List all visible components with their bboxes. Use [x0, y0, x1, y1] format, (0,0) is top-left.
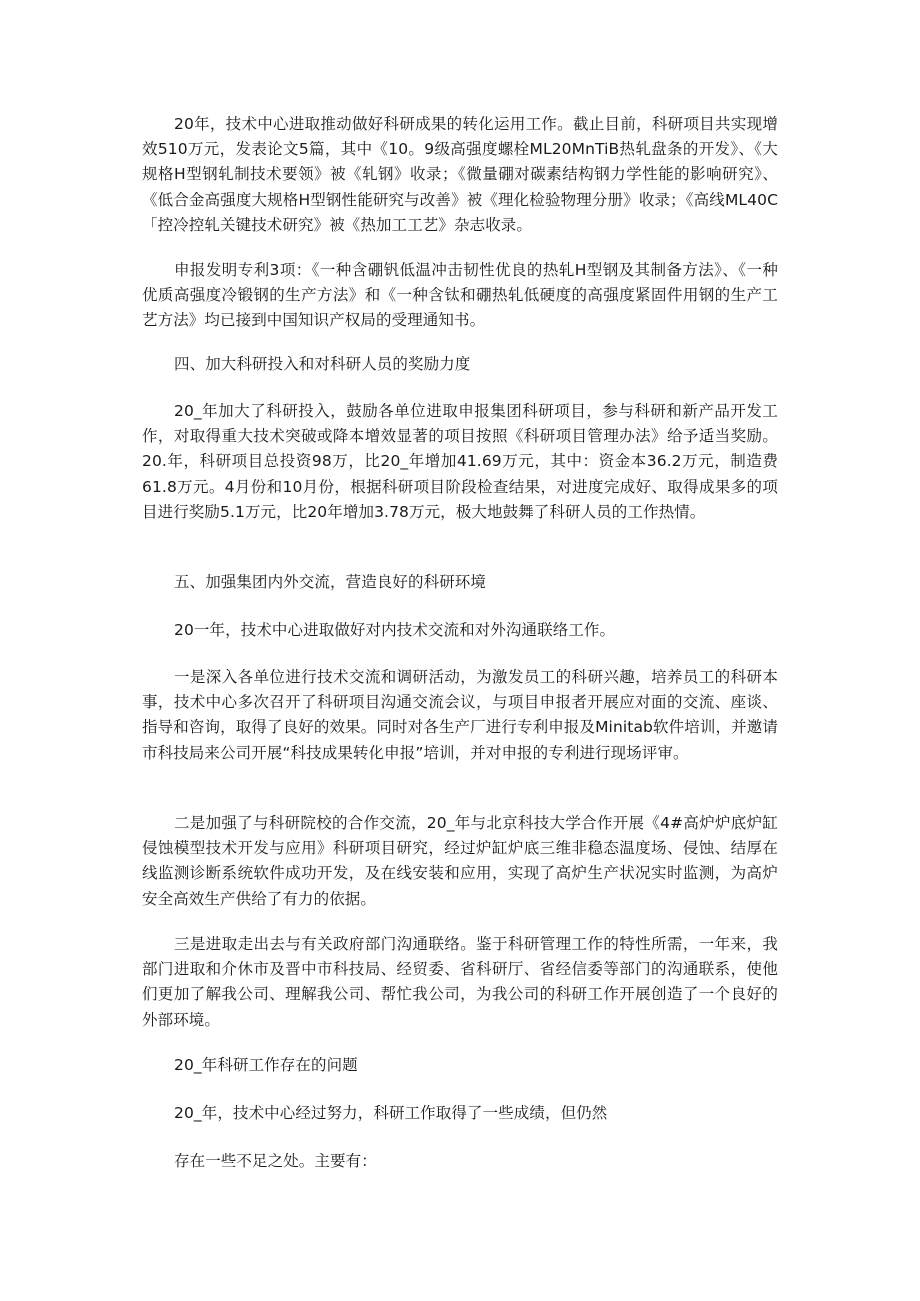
paragraph-investment: 20_年加大了科研投入，鼓励各单位进取申报集团科研项目，参与科研和新产品开发工作，对取得重大技术突破或降本增效显著的项目按照《科研项目管理办法》给予适当奖励。20.年，科研项目总投资98万，比20_年增加41.69万元，其中：资金本36.2万元，制造费61.8万元。4月份和10月份，根据科研项目阶段检查结果，对进度完成好、取得成果多的项目进行奖励5.1万元，比20年增加3.78万元，极大地鼓舞了科研人员的工作热情。	[142, 402, 778, 521]
paragraph-exchange-1: 一是深入各单位进行技术交流和调研活动，为激发员工的科研兴趣，培养员工的科研本事，技术中心多次召开了科研项目沟通交流会议，与项目申报者开展应对面的交流、座谈、指导和咨询，取得了良好的效果。同时对各生产厂进行专利申报及Minitab软件培训，并邀请市科技局来公司开展“科技成果转化申报”培训，并对申报的专利进行现场评审。	[142, 668, 778, 762]
paragraph-research-results: 20年，技术中心进取推动做好科研成果的转化运用工作。截止目前，科研项目共实现增效510万元，发表论文5篇，其中《10。9级高强度螺栓ML20MnTiB热轧盘条的开发》、《大规格H型钢轧制技术要领》被《轧钢》收录；《微量硼对碳素结构钢力学性能的影响研究》、《低合金高强度大规格H型钢性能研究与改善》被《理化检验物理分册》收录；《高线ML40C「控冷控轧关键技术研究》被《热加工工艺》杂志收录。	[142, 115, 778, 234]
paragraph-problems-intro: 20_年，技术中心经过努力，科研工作取得了一些成绩，但仍然	[174, 1104, 608, 1122]
paragraph-exchange-3: 三是进取走出去与有关政府部门沟通联络。鉴于科研管理工作的特性所需，一年来，我部门进取和介休市及晋中市科技局、经贸委、省科研厅、省经信委等部门的沟通联系，使他们更加了解我公司、理解我公司、帮忙我公司，为我公司的科研工作开展创造了一个良好的外部环境。	[142, 935, 778, 1029]
paragraph-patents: 申报发明专利3项：《一种含硼钒低温冲击韧性优良的热轧H型钢及其制备方法》、《一种优质高强度冷锻钢的生产方法》和《一种含钛和硼热轧低硬度的高强度紧固件用钢的生产工艺方法》均已接到中国知识产权局的受理通知书。	[142, 261, 778, 330]
paragraph-problems-list: 存在一些不足之处。主要有：	[174, 1152, 377, 1170]
paragraph-exchange-intro: 20一年，技术中心进取做好对内技术交流和对外沟通联络工作。	[174, 621, 616, 639]
section-heading-problems: 20_年科研工作存在的问题	[174, 1056, 358, 1074]
paragraph-exchange-2: 二是加强了与科研院校的合作交流，20_年与北京科技大学合作开展《4#高炉炉底炉缸侵蚀模型技术开发与应用》科研项目研究，经过炉缸炉底三维非稳态温度场、侵蚀、结厚在线监测诊断系统软件成功开发，及在线安装和应用，实现了高炉生产状况实时监测，为高炉安全高效生产供给了有力的依据。	[142, 814, 778, 908]
section-heading-5: 五、加强集团内外交流，营造良好的科研环境	[174, 573, 487, 591]
section-heading-4: 四、加大科研投入和对科研人员的奖励力度	[174, 355, 471, 373]
